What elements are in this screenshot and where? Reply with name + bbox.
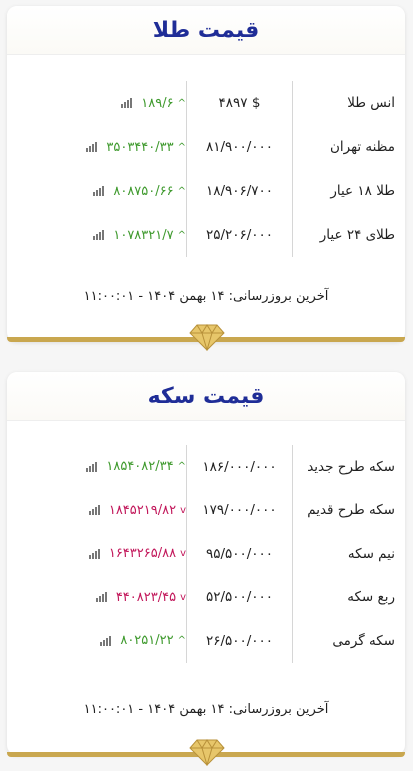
chevron-down-icon: v <box>180 548 186 560</box>
chevron-down-icon: v <box>180 504 186 516</box>
bar-chart-icon[interactable] <box>89 505 103 515</box>
change-value: ۱۸۵۴۰۸۲/۳۴ <box>106 459 174 475</box>
chevron-up-icon: ^ <box>177 141 186 153</box>
table-row <box>7 489 405 533</box>
item-change <box>7 184 186 199</box>
table-row <box>7 125 405 169</box>
chevron-up-icon: ^ <box>177 97 186 109</box>
change-value: ۸۰۸۷۵۰/۶۶ <box>113 183 174 199</box>
item-name: سکه طرح جدید <box>307 458 395 475</box>
bar-chart-icon[interactable] <box>86 142 100 152</box>
item-name: نیم سکه <box>347 545 395 562</box>
chevron-up-icon: ^ <box>177 229 186 241</box>
chevron-down-icon: v <box>180 591 186 603</box>
item-name: انس طلا <box>347 95 395 111</box>
item-change <box>7 546 186 561</box>
table-row <box>7 532 405 576</box>
item-change <box>7 590 186 605</box>
table-row <box>7 619 405 663</box>
item-price: ۲۶/۵۰۰/۰۰۰ <box>186 619 293 663</box>
table-row <box>7 81 405 125</box>
coin-price-card <box>7 372 405 755</box>
change-value: ۱۶۴۳۲۶۵/۸۸ <box>108 546 177 562</box>
item-price: ۱۸/۹۰۶/۷۰۰ <box>186 169 293 213</box>
item-name: سکه طرح قدیم <box>307 502 395 519</box>
item-price: ۱۷۹/۰۰۰/۰۰۰ <box>186 489 293 533</box>
item-name: طلای ۲۴ عیار <box>319 227 395 243</box>
item-price: ۴۸۹۷ $ <box>186 81 293 125</box>
chevron-up-icon: ^ <box>177 635 186 647</box>
bar-chart-icon[interactable] <box>96 592 110 602</box>
chevron-up-icon: ^ <box>177 185 186 197</box>
change-value: ۳۵۰۳۴۴۰/۳۳ <box>106 139 174 155</box>
item-price: ۱۸۶/۰۰۰/۰۰۰ <box>186 445 293 489</box>
coin-price-table <box>7 445 405 663</box>
coin-card-title: قیمت سکه <box>147 383 265 409</box>
table-row <box>7 576 405 620</box>
bar-chart-icon[interactable] <box>100 636 114 646</box>
item-price: ۲۵/۲۰۶/۰۰۰ <box>186 213 293 257</box>
item-change <box>7 228 186 243</box>
item-change <box>7 459 186 474</box>
table-row <box>7 213 405 257</box>
table-row <box>7 169 405 213</box>
diamond-icon <box>188 322 226 352</box>
table-row <box>7 445 405 489</box>
gold-card-header <box>7 6 405 55</box>
gold-price-card <box>7 6 405 342</box>
chevron-up-icon: ^ <box>177 461 186 473</box>
item-name: سکه گرمی <box>332 632 395 649</box>
item-price: ۸۱/۹۰۰/۰۰۰ <box>186 125 293 169</box>
item-change <box>7 503 186 518</box>
bar-chart-icon[interactable] <box>93 186 107 196</box>
bar-chart-icon[interactable] <box>86 462 100 472</box>
bar-chart-icon[interactable] <box>121 98 135 108</box>
item-change <box>7 96 186 111</box>
item-change <box>7 633 186 648</box>
bar-chart-icon[interactable] <box>89 549 103 559</box>
last-update-text: آخرین بروزرسانی: ۱۴ بهمن ۱۴۰۴ - ۱۱:۰۰:۰۱ <box>83 289 329 304</box>
coin-card-header <box>7 372 405 421</box>
item-name: ربع سکه <box>347 589 395 606</box>
item-change <box>7 140 186 155</box>
diamond-icon <box>188 737 226 767</box>
change-value: ۴۴۰۸۲۳/۴۵ <box>115 589 177 605</box>
gold-card-title: قیمت طلا <box>152 17 260 43</box>
item-name: مظنه تهران <box>329 139 395 155</box>
change-value: ۱۰۷۸۳۲۱/۷ <box>113 227 174 243</box>
item-name: طلا ۱۸ عیار <box>330 183 395 199</box>
item-price: ۹۵/۵۰۰/۰۰۰ <box>186 532 293 576</box>
item-price: ۵۲/۵۰۰/۰۰۰ <box>186 576 293 620</box>
change-value: ۱۸۴۵۲۱۹/۸۲ <box>108 502 177 518</box>
change-value: ۱۸۹/۶ <box>141 95 174 111</box>
last-update-text: آخرین بروزرسانی: ۱۴ بهمن ۱۴۰۴ - ۱۱:۰۰:۰۱ <box>83 702 329 717</box>
gold-price-table <box>7 81 405 257</box>
change-value: ۸۰۲۵۱/۲۲ <box>120 633 174 649</box>
bar-chart-icon[interactable] <box>93 230 107 240</box>
